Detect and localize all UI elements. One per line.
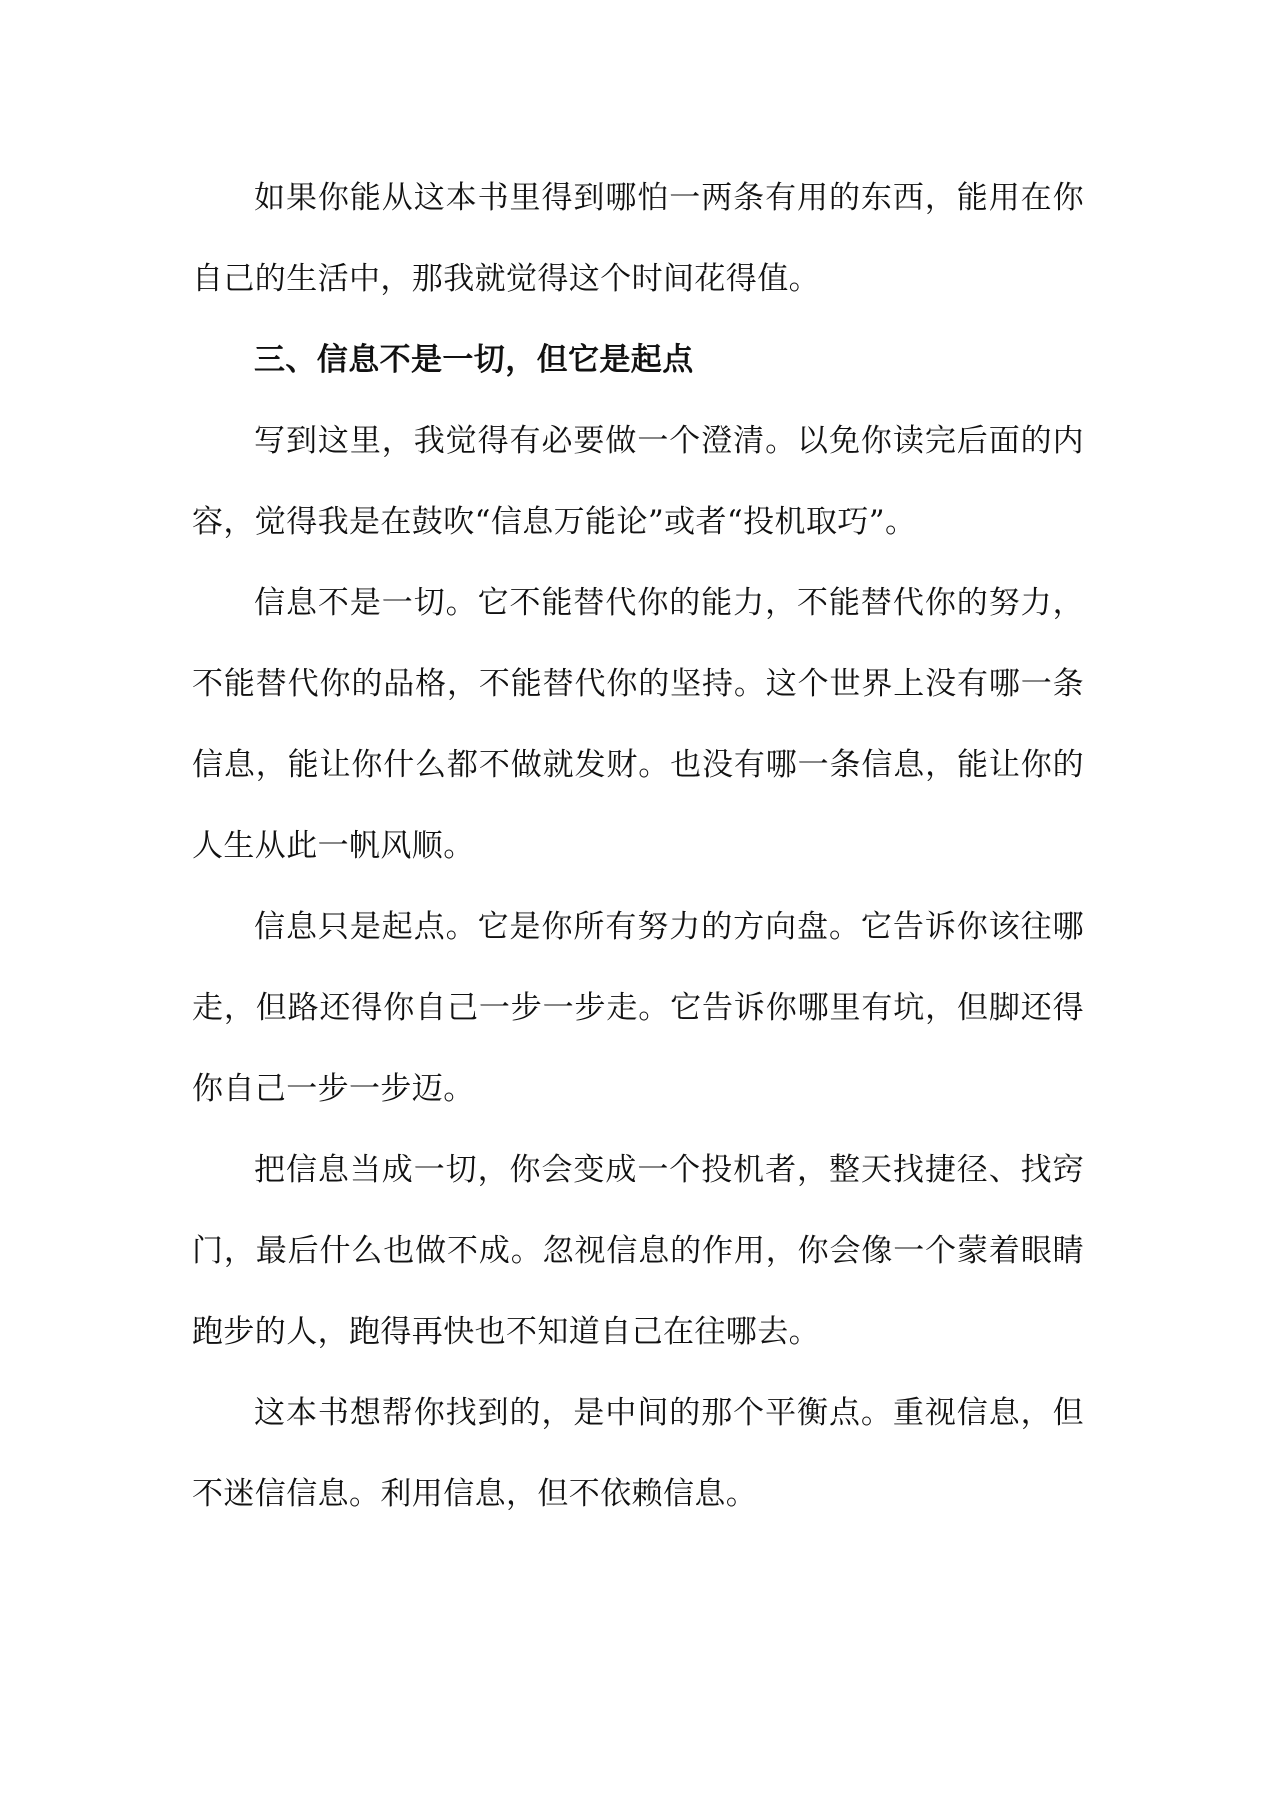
- document-body: [192, 158, 1084, 1535]
- section-heading: 三、信息不是一切，但它是起点: [254, 342, 694, 378]
- paragraph-5: 把信息当成一切，你会变成一个投机者，整天找捷径、找窍门，最后什么也做不成。忽视信息的作用，你会像一个蒙着眼睛跑步的人，跑得再快也不知道自己在往哪去。: [192, 1152, 1084, 1350]
- paragraph-2: 写到这里，我觉得有必要做一个澄清。以免你读完后面的内容，觉得我是在鼓吹“信息万能论”或者“投机取巧”。: [192, 423, 1084, 540]
- paragraph-1: 如果你能从这本书里得到哪怕一两条有用的东西，能用在你自己的生活中，那我就觉得这个时间花得值。: [192, 180, 1084, 297]
- paragraph-6: 这本书想帮你找到的，是中间的那个平衡点。重视信息，但不迷信信息。利用信息，但不依赖信息。: [192, 1395, 1084, 1512]
- paragraph-3: 信息不是一切。它不能替代你的能力，不能替代你的努力，不能替代你的品格，不能替代你的坚持。这个世界上没有哪一条信息，能让你什么都不做就发财。也没有哪一条信息，能让你的人生从此一帆风顺。: [192, 585, 1084, 864]
- paragraph-4: 信息只是起点。它是你所有努力的方向盘。它告诉你该往哪走，但路还得你自己一步一步走。它告诉你哪里有坑，但脚还得你自己一步一步迈。: [192, 909, 1084, 1107]
